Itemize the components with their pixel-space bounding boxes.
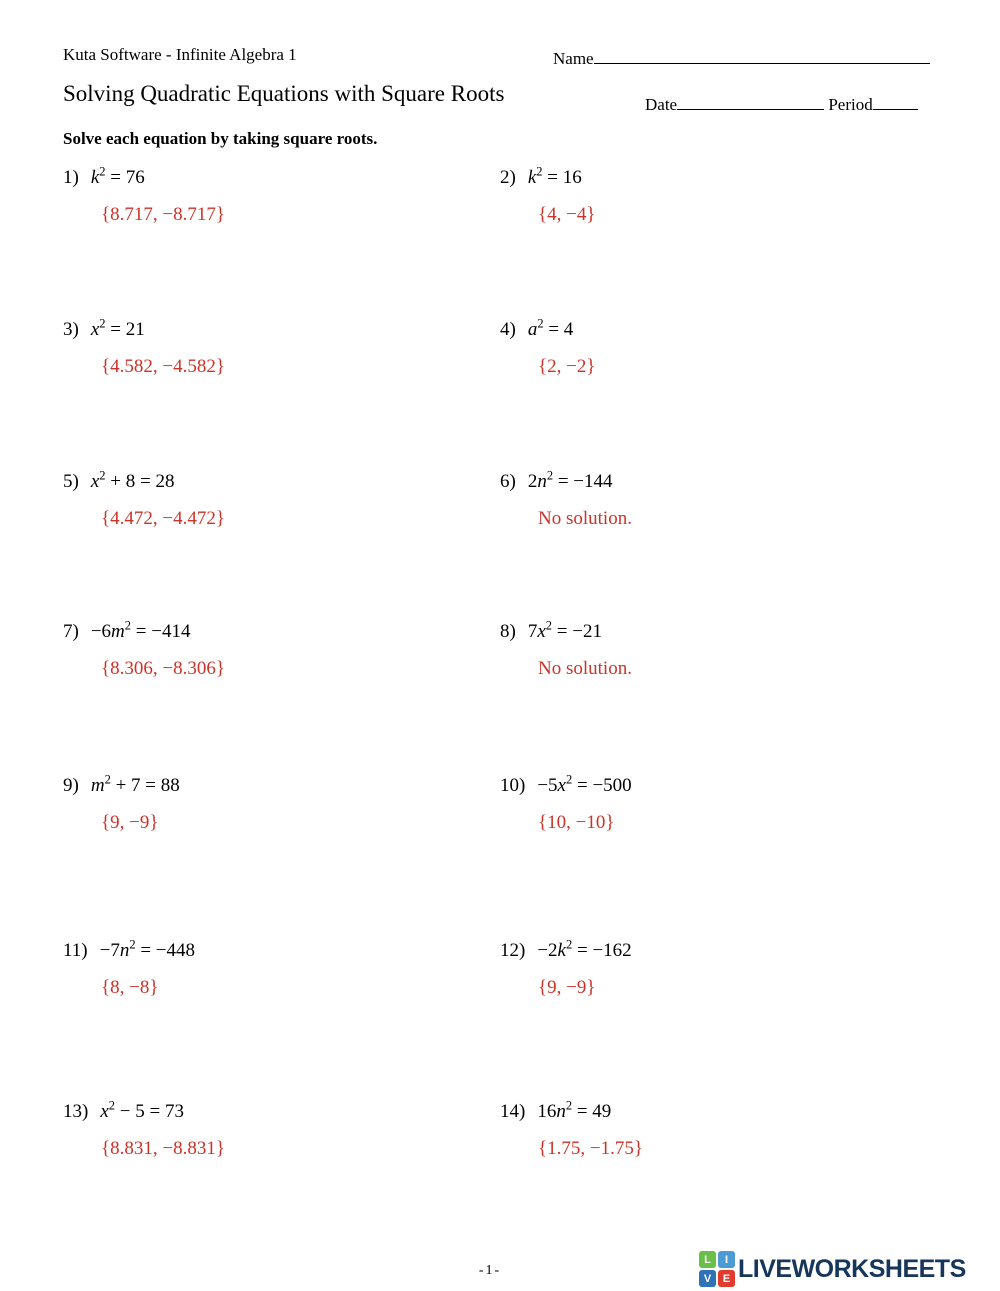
equation-line [63,469,493,495]
equation-line [500,469,930,495]
problem [63,165,493,228]
equation-rhs: + 7 = 88 [110,775,180,796]
equation-variable: n [537,471,547,492]
logo-square-e: E [718,1270,735,1287]
equation [90,316,145,340]
equation-variable: x [537,621,546,642]
answer: {4.582, −4.582} [101,356,225,377]
equation [537,1098,612,1122]
answer: No solution. [538,508,632,529]
equation-line [63,773,493,799]
name-blank-field[interactable] [594,44,930,64]
problem-number: 3) [63,319,79,340]
equation-exponent: 2 [104,772,111,787]
equation-exponent: 2 [565,1098,573,1113]
problem-number: 1) [63,167,79,188]
equation [527,468,613,492]
equation-variable: x [100,1101,109,1122]
period-blank-field[interactable] [873,90,918,110]
problem-number: 12) [500,940,526,961]
equation-coefficient: −5 [537,775,558,796]
page-title: Solving Quadratic Equations with Square Roots [63,81,505,106]
equation-line [63,165,493,191]
equation-variable: a [527,319,538,340]
equation-line [500,317,930,343]
answer: {1.75, −1.75} [538,1138,643,1159]
answer: {10, −10} [538,812,615,833]
equation-exponent: 2 [537,316,544,331]
instructions: Solve each equation by taking square roots. [63,129,378,148]
problem-number: 13) [63,1101,89,1122]
problem [63,1099,493,1162]
answer: {8.306, −8.306} [101,658,225,679]
equation-rhs: = 76 [105,167,145,188]
equation-exponent: 2 [546,468,554,483]
equation-exponent: 2 [99,316,106,331]
problem-number: 4) [500,319,516,340]
period-label: Period [828,95,873,114]
answer: {8.831, −8.831} [101,1138,225,1159]
equation-rhs: = 49 [572,1101,612,1122]
problem-number: 2) [500,167,516,188]
equation-line [63,619,493,645]
problem [63,619,493,682]
problem [500,938,930,1001]
equation-exponent: 2 [99,468,106,483]
equation-exponent: 2 [545,618,553,633]
equation-line [500,619,930,645]
equation-line [63,1099,493,1125]
problem [63,469,493,532]
date-period-row [645,90,918,116]
equation-exponent: 2 [129,937,136,952]
equation-coefficient: 16 [537,1101,557,1122]
equation-exponent: 2 [99,164,106,179]
brand-line: Kuta Software - Infinite Algebra 1 [63,45,297,64]
equation [90,618,191,642]
answer: {9, −9} [101,812,159,833]
problem-number: 10) [500,775,526,796]
equation-exponent: 2 [108,1098,116,1113]
answer: {4, −4} [538,204,596,225]
equation-rhs: = 16 [542,167,582,188]
equation [90,164,145,188]
equation-coefficient: −6 [90,621,112,642]
problem [500,773,930,836]
equation [100,1098,184,1122]
answer: {9, −9} [538,977,596,998]
equation-rhs: = −448 [135,940,196,961]
equation [90,468,175,492]
equation-rhs: = −162 [572,940,632,961]
equation [537,772,632,796]
logo-square-i: I [718,1251,735,1268]
equation-exponent: 2 [565,937,573,952]
answer: No solution. [538,658,632,679]
equation [527,618,602,642]
equation-coefficient: −2 [537,940,558,961]
equation-line [500,1099,930,1125]
problem [63,317,493,380]
problem-number: 5) [63,471,79,492]
problem [500,619,930,682]
name-row [553,44,930,70]
equation-variable: x [557,775,566,796]
equation-rhs: = 21 [105,319,145,340]
equation [527,316,574,340]
equation-rhs: + 8 = 28 [105,471,175,492]
equation-variable: x [90,471,100,492]
equation-rhs: = −414 [131,621,191,642]
equation-coefficient: −7 [99,940,120,961]
problem [500,1099,930,1162]
equation-variable: n [119,940,130,961]
equation [99,937,196,961]
problem [500,165,930,228]
equation-variable: k [527,167,537,188]
equation-variable: k [90,167,100,188]
equation-rhs: = −21 [552,621,602,642]
answer: {8.717, −8.717} [101,204,225,225]
problem-number: 6) [500,471,516,492]
problem [63,773,493,836]
equation-line [500,773,930,799]
liveworksheets-logo-text: LIVEWORKSHEETS [738,1255,966,1283]
problem [63,938,493,1001]
equation-rhs: − 5 = 73 [115,1101,184,1122]
problem-number: 11) [63,940,88,961]
problem [500,317,930,380]
equation-variable: x [90,319,100,340]
equation-rhs: = 4 [543,319,574,340]
logo-square-l: L [699,1251,716,1268]
equation-rhs: = −144 [553,471,613,492]
equation-exponent: 2 [565,772,573,787]
page-number: -1- [478,1263,502,1278]
equation-line [500,938,930,964]
problem [500,469,930,532]
equation [537,937,632,961]
equation-coefficient: 2 [527,471,538,492]
logo-square-v: V [699,1270,716,1287]
problem-number: 14) [500,1101,526,1122]
equation-variable: n [556,1101,566,1122]
equation-variable: m [111,621,125,642]
problem-number: 8) [500,621,516,642]
equation-exponent: 2 [124,618,132,633]
equation-line [63,938,493,964]
problem-number: 9) [63,775,79,796]
date-label: Date [645,95,678,114]
equation-line [63,317,493,343]
date-blank-field[interactable] [677,90,824,110]
answer: {8, −8} [101,977,159,998]
equation-variable: m [90,775,105,796]
equation-exponent: 2 [536,164,543,179]
answer: {4.472, −4.472} [101,508,225,529]
liveworksheets-logo-icon [699,1251,735,1287]
answer: {2, −2} [538,356,596,377]
equation [90,772,180,796]
equation-coefficient: 7 [527,621,538,642]
problem-number: 7) [63,621,79,642]
equation [527,164,582,188]
equation-rhs: = −500 [572,775,632,796]
name-label: Name [553,49,594,68]
equation-variable: k [557,940,566,961]
equation-line [500,165,930,191]
liveworksheets-logo[interactable] [699,1251,966,1287]
